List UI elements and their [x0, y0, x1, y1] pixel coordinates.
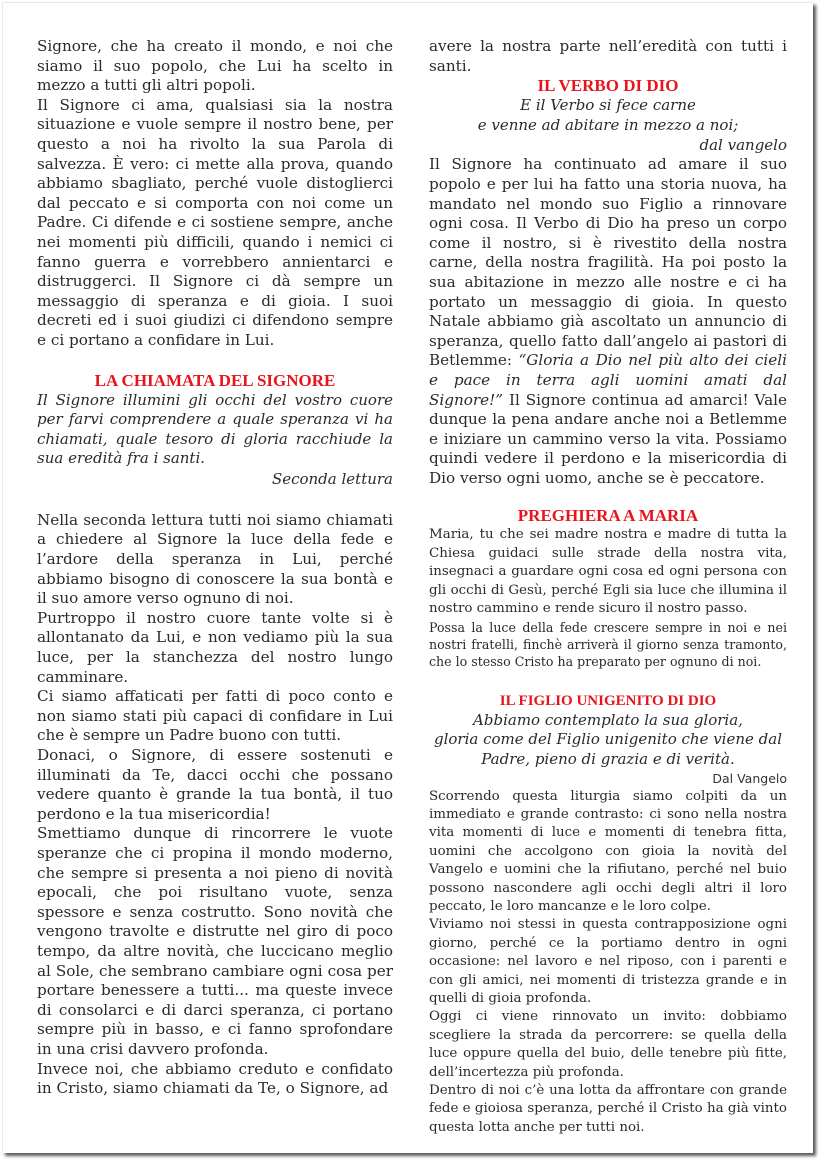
section-quote-line: Abbiamo contemplato la sua gloria,	[473, 710, 743, 729]
body-paragraph: Donaci, o Signore, di essere sostenuti e illuminati da Te, dacci occhi che possano vedere quanto è grande la tua bontà, il tuo perdono e la tua misericordia!	[37, 746, 393, 823]
body-paragraph: Invece noi, che abbiamo creduto e confidato in Cristo, siamo chiamati da Te, o Signore, ad	[37, 1059, 393, 1098]
body-paragraph: Purtroppo il nostro cuore tante volte si è allontanato da Lui, e non vediamo più la sua luce, per la stanchezza del nostro lungo camminare.	[37, 608, 393, 686]
intro-paragraph: Signore, che ha creato il mondo, e noi che siamo il suo popolo, che Lui ha scelto in mezzo a tutti gli altri popoli.	[37, 37, 393, 95]
section-source: Dal Vangelo	[712, 770, 787, 786]
paragraph-text: Il Signore ha continuato ad amare il suo popolo e per lui ha fatto una storia nuova, ha mandato nel mondo suo Figlio a rinnovare ogni cosa. Il Verbo di Dio ha preso un corpo come il nostro, si è rivestito della nostra carne, della nostra fragilità. Ha poi posto la sua abitazione in mezzo alle nostre e ci ha portato un messaggio di gioia. In questo Natale abbiamo già ascoltato un annuncio di speranza, quello fatto dall’angelo ai pastori di Betlemme:	[429, 155, 787, 370]
section-title-preghiera: PREGHIERA A MARIA	[517, 506, 699, 526]
body-paragraph: Scorrendo questa liturgia siamo colpiti da un immediato e grande contrasto: ci sono nella nostra vita momenti di luce e momenti di tenebra fitta, uomini che accolgono con gioia la novità del Vangelo e uomini che la rifiutano, perché nel buio possono nascondere agli occhi degli altri il loro peccato, le loro mancanze e le loro colpe.	[429, 788, 787, 914]
section-title-verbo: IL VERBO DI DIO	[537, 76, 679, 96]
body-paragraph: Ci siamo affaticati per fatti di poco conto e non siamo stati più capaci di confidare in Lui che è sempre un Padre buono con tutti.	[37, 687, 393, 745]
body-paragraph: Smettiamo dunque di rincorrere le vuote speranze che ci propina il mondo moderno, che sempre si presenta a noi pieno di novità epocali, che poi risultano vuote, senza spessore e senza costrutto. Sono novità che vengono travolte e distrutte nel giro di poco tempo, da altre novità, che luccicano meglio al Sole, che sembrano cambiare ogni cosa per portare benessere a tutti... ma queste invece di consolarci e di darci speranza, ci portano sempre più in basso, e ci fanno sprofondare in una crisi davvero profonda.	[37, 824, 393, 1058]
body-paragraph: Viviamo noi stessi in questa contrapposizione ogni giorno, perché ce la portiamo dentro in ogni occasione: nel lavoro e nel riposo, con i parenti e con gli amici, nei momenti di tristezza grande e in quelli di gioia profonda.	[429, 917, 787, 1006]
section-quote: Il Signore illumini gli occhi del vostro cuore per farvi comprendere a quale speranza vi ha chiamati, quale tesoro di gloria racchiude la sua eredità fra i santi.	[37, 390, 393, 468]
prayer-paragraph: Possa la luce della fede crescere sempre in noi e nei nostri fratelli, finchè arriverà il giorno senza tramonto, che lo stesso Cristo ha preparato per ognuno di noi.	[429, 619, 787, 670]
paragraph-text: Il Signore continua ad amarci! Vale dunque la pena andare anche noi a Betlemme e iniziare un cammino verso la vita. Possiamo quindi vedere il perdono e la misericordia di Dio verso ogni uomo, anche se è peccatore.	[429, 390, 787, 487]
section-source: Seconda lettura	[271, 469, 393, 488]
left-column	[37, 37, 393, 1099]
section-title-chiamata: LA CHIAMATA DEL SIGNORE	[94, 370, 336, 390]
body-paragraph: Oggi ci viene rinnovato un invito: dobbiamo scegliere la strada da percorrere: se quella della luce oppure quella del buio, delle tenebre più fitte, dell’incertezza più profonda.	[429, 1009, 787, 1080]
gloria-quote: “Gloria a Dio nel più alto dei cieli e pace in terra agli uomini amati dal Signore!”	[429, 351, 787, 409]
section-title-figlio: IL FIGLIO UNIGENITO DI DIO	[499, 692, 717, 709]
body-paragraph	[429, 155, 787, 488]
right-column	[429, 37, 787, 1137]
continuation-paragraph: avere la nostra parte nell’eredità con tutti i santi.	[429, 37, 787, 75]
section-quote-line: e venne ad abitare in mezzo a noi;	[477, 115, 739, 134]
prayer-paragraph: Maria, tu che sei madre nostra e madre di tutta la Chiesa guidaci sulle strade della nostra vita, insegnaci a guardare ogni cosa ed ogni persona con gli occhi di Gesù, perché Egli sia luce che illumina il nostro cammino e rende sicuro il nostro passo.	[429, 527, 787, 617]
section-source: dal vangelo	[699, 136, 787, 155]
body-paragraph: Nella seconda lettura tutti noi siamo chiamati a chiedere al Signore la luce della fede e l’ardore della speranza in Lui, perché abbiamo bisogno di conoscere la sua bontà e il suo amore verso ognuno di noi.	[37, 510, 393, 608]
document-page	[2, 2, 813, 1153]
intro-paragraph: Il Signore ci ama, qualsiasi sia la nostra situazione e vuole sempre il nostro bene, per questo a noi ha rivolto la sua Parola di salvezza. È vero: ci mette alla prova, quando abbiamo sbagliato, perché vuole distoglierci dal peccato e si comporta con noi come un Padre. Ci difende e ci sostiene sempre, anche nei momenti più difficili, quando i nemici ci fanno guerra e vorrebbero annientarci e distruggerci. Il Signore ci dà sempre un messaggio di speranza e di gioia. I suoi decreti ed i suoi giudizi ci difendono sempre e ci portano a confidare in Lui.	[37, 95, 393, 349]
body-paragraph: Dentro di noi c’è una lotta da affrontare con grande fede e gioiosa speranza, perché il Cristo ha già vinto questa lotta anche per tutti noi.	[429, 1083, 787, 1135]
section-quote-line: E il Verbo si fece carne	[520, 96, 696, 115]
section-quote-line: Padre, pieno di grazia e di verità.	[481, 749, 735, 768]
section-quote-line: gloria come del Figlio unigenito che viene dal	[433, 730, 783, 749]
